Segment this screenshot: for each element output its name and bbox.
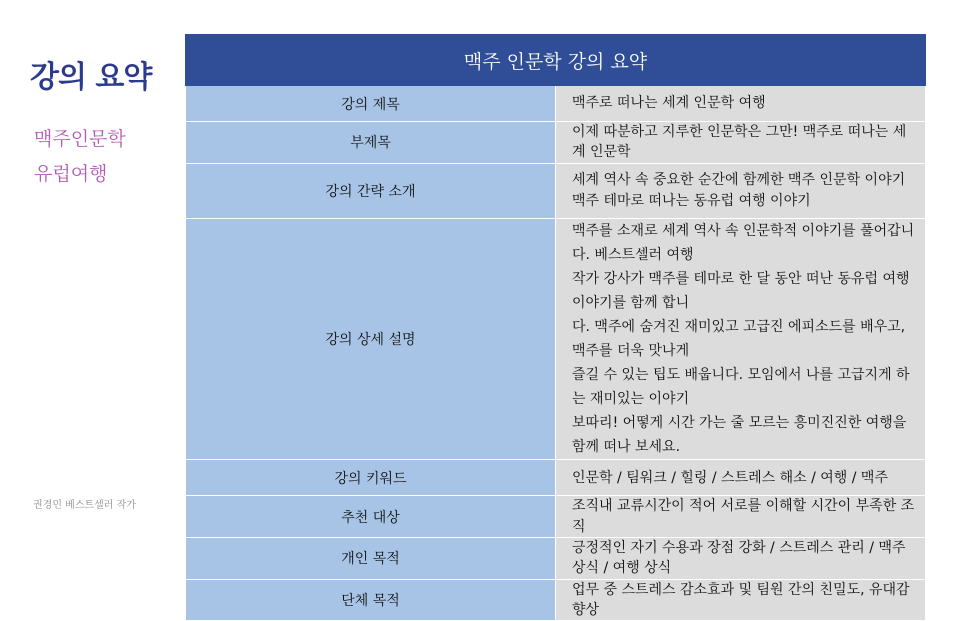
- row-label-brief-intro: 강의 간략 소개: [186, 163, 556, 218]
- value-line: 조직내 교류시간이 적어 서로를 이해할 시간이 부족한 조직: [572, 498, 915, 535]
- table-row: [186, 537, 926, 579]
- row-label-detailed-description: 강의 상세 설명: [186, 218, 556, 460]
- author-credit: 권경민 베스트셀러 작가: [33, 500, 136, 511]
- value-line: 세계 역사 속 중요한 순간에 함께한 맥주 인문학 이야기: [572, 172, 906, 189]
- row-value-brief-intro: [556, 163, 926, 218]
- table-row: [186, 579, 926, 621]
- subtitle-line-2: 유럽여행: [34, 163, 108, 185]
- value-line: 인문학 / 팀워크 / 힐링 / 스트레스 해소 / 여행 / 맥주: [572, 469, 888, 486]
- row-value-keywords: [556, 460, 926, 496]
- summary-table: [185, 34, 926, 621]
- table-header-row: [186, 35, 926, 86]
- table-header: 맥주 인문학 강의 요약: [186, 35, 926, 86]
- value-line: 맥주를 소재로 세계 역사 속 인문학적 이야기를 풀어갑니다. 베스트셀러 여행: [572, 222, 915, 263]
- row-value-detailed-description: [556, 218, 926, 460]
- row-label-personal-goal: 개인 목적: [186, 537, 556, 579]
- value-line: 맥주로 떠나는 세계 인문학 여행: [572, 95, 766, 112]
- row-label-group-goal: 단체 목적: [186, 579, 556, 621]
- row-label-subtitle: 부제목: [186, 122, 556, 164]
- row-label-keywords: 강의 키워드: [186, 460, 556, 496]
- value-line: 긍정적인 자기 수용과 장점 강화 / 스트레스 관리 / 맥주 상식 / 여행 상식: [572, 539, 906, 577]
- table-row: [186, 218, 926, 460]
- value-line: 이제 따분하고 지루한 인문학은 그만! 맥주로 떠나는 세계 인문학: [572, 124, 907, 161]
- table-row: [186, 163, 926, 218]
- table-row: [186, 496, 926, 538]
- value-line: 업무 중 스트레스 감소효과 및 팀원 간의 친밀도, 유대감 향상: [572, 581, 910, 618]
- value-line: 맥주 테마로 떠나는 동유럽 여행 이야기: [572, 192, 811, 209]
- table-row: [186, 86, 926, 122]
- page-title: 강의 요약: [30, 60, 152, 95]
- row-value-personal-goal: [556, 537, 926, 579]
- row-label-target: 추천 대상: [186, 496, 556, 538]
- subtitle-line-1: 맥주인문학: [34, 128, 126, 150]
- row-value-course-title: [556, 86, 926, 122]
- value-line: 즐길 수 있는 팁도 배웁니다. 모임에서 나를 고급지게 하는 재미있는 이야기: [572, 367, 910, 408]
- value-line: 보따리! 어떻게 시간 가는 줄 모르는 흥미진진한 여행을 함께 떠나 보세요.: [572, 415, 907, 456]
- row-label-course-title: 강의 제목: [186, 86, 556, 122]
- table-row: [186, 460, 926, 496]
- value-line: 다. 맥주에 숨겨진 재미있고 고급진 에피소드를 배우고, 맥주를 더욱 맛나게: [572, 318, 906, 359]
- row-value-target: [556, 496, 926, 538]
- value-line: 작가 강사가 맥주를 테마로 한 달 동안 떠난 동유럽 여행 이야기를 함께 합니: [572, 270, 910, 311]
- table-row: [186, 122, 926, 164]
- row-value-group-goal: [556, 579, 926, 621]
- row-value-subtitle: [556, 122, 926, 164]
